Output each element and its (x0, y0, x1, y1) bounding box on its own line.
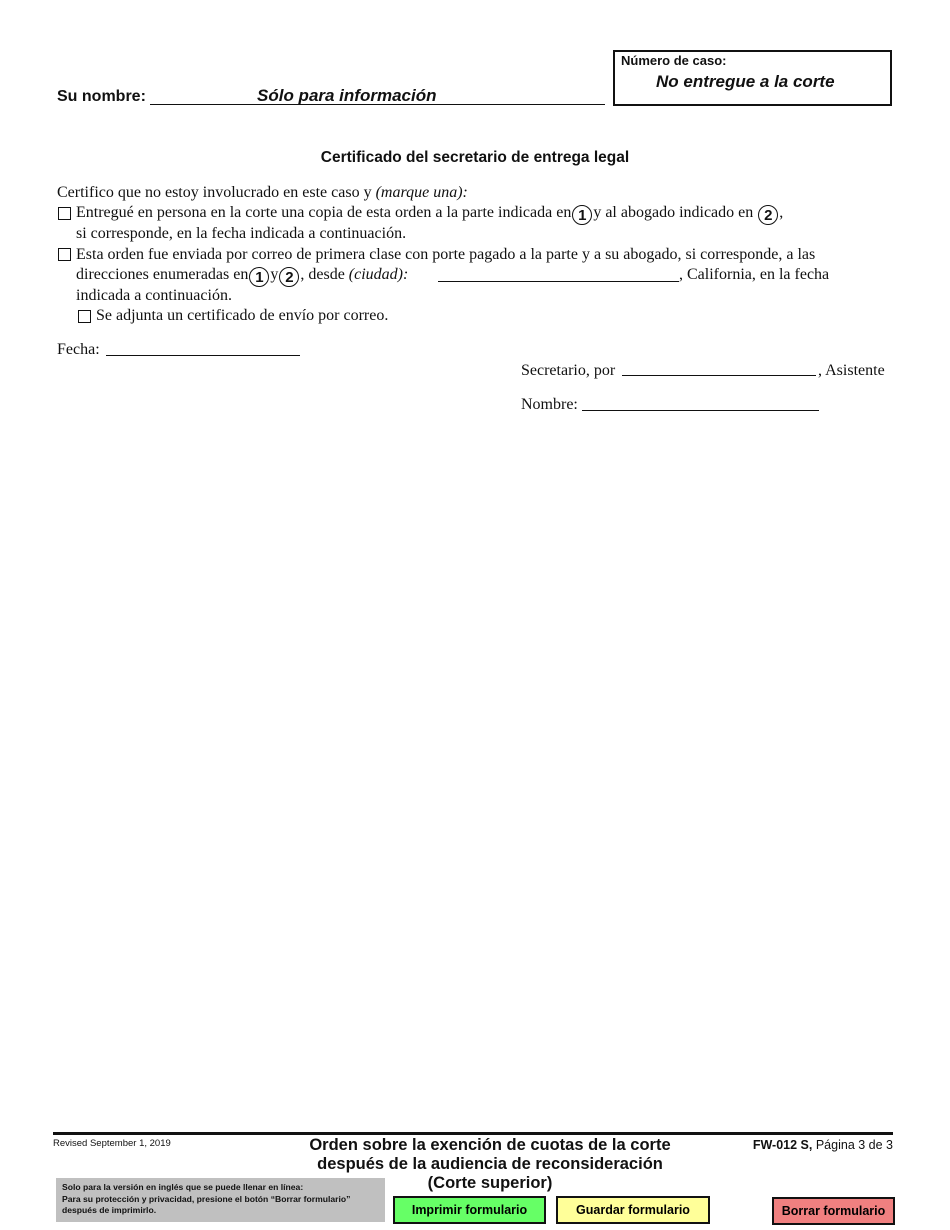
option2-part2: , desde (300, 266, 345, 283)
date-field[interactable] (106, 340, 300, 356)
notice-line1: Solo para la versión en inglés que se puede llenar en línea: (62, 1182, 304, 1192)
option2-line3: indicada a continuación. (76, 287, 232, 304)
privacy-notice (56, 1178, 385, 1222)
option2-checkbox[interactable] (58, 248, 71, 261)
party-number-circle: 1 (572, 205, 592, 225)
certificate-title: Certificado del secretario de entrega legal (320, 149, 630, 166)
print-form-button[interactable]: Imprimir formulario (393, 1196, 546, 1224)
case-number-label: Número de caso: (621, 53, 727, 68)
name-field[interactable] (150, 86, 605, 105)
city-label: (ciudad): (348, 266, 409, 283)
attorney-number-circle: 2 (279, 267, 299, 287)
option1-checkbox[interactable] (58, 207, 71, 220)
option2-and: y (270, 266, 279, 283)
intro-italic: (marque una): (375, 184, 468, 201)
signer-name-label: Nombre: (521, 396, 578, 413)
footer-rule (53, 1132, 893, 1135)
form-number (700, 1138, 893, 1152)
clerk-field[interactable] (622, 360, 816, 376)
option1-line2: si corresponde, en la fecha indicada a continuación. (76, 225, 407, 242)
notice-line2: Para su protección y privacidad, presione el botón “Borrar formulario” (62, 1193, 351, 1204)
revised-date: Revised September 1, 2019 (53, 1138, 171, 1149)
option1-part2: y al abogado indicado en (593, 204, 754, 221)
form-title-line3: (Corte superior) (427, 1174, 553, 1192)
name-label: Su nombre: (57, 88, 146, 105)
option1-line1 (76, 203, 783, 225)
attachment-checkbox[interactable] (78, 310, 91, 323)
save-form-button[interactable]: Guardar formulario (556, 1196, 710, 1224)
city-field[interactable] (438, 265, 679, 282)
signer-name-field[interactable] (582, 395, 819, 411)
clerk-label: Secretario, por (521, 362, 616, 379)
case-number-box[interactable] (613, 50, 892, 106)
option1-part3: , (779, 204, 784, 221)
form-title-line1: Orden sobre la exención de cuotas de la corte (309, 1136, 671, 1154)
intro-text: Certifico que no estoy involucrado en este caso y (57, 184, 372, 201)
assistant-label: , Asistente (818, 362, 885, 379)
name-value: Sólo para información (257, 86, 437, 105)
option2-line1: Esta orden fue enviada por correo de primera clase con porte pagado a la parte y a su abogado, si corresponde, a las (76, 246, 816, 263)
case-number-value: No entregue a la corte (656, 72, 835, 91)
page-info: Página 3 de 3 (815, 1138, 893, 1152)
option1-part1: Entregué en persona en la corte una copia de esta orden a la parte indicada en (76, 204, 572, 221)
option2-part1: direcciones enumeradas en (76, 266, 249, 283)
intro-line (57, 183, 468, 203)
option2-line2 (76, 265, 408, 287)
attachment-option-label: Se adjunta un certificado de envío por correo. (96, 307, 389, 324)
date-label: Fecha: (57, 341, 100, 358)
clear-form-button[interactable]: Borrar formulario (772, 1197, 895, 1225)
form-title-line2: después de la audiencia de reconsideración (317, 1155, 663, 1173)
form-id: FW-012 S, (752, 1138, 813, 1152)
option2-part3: , California, en la fecha (679, 266, 830, 283)
notice-line3: después de imprimirlo. (62, 1205, 157, 1215)
party-number-circle: 1 (249, 267, 269, 287)
attorney-number-circle: 2 (758, 205, 778, 225)
